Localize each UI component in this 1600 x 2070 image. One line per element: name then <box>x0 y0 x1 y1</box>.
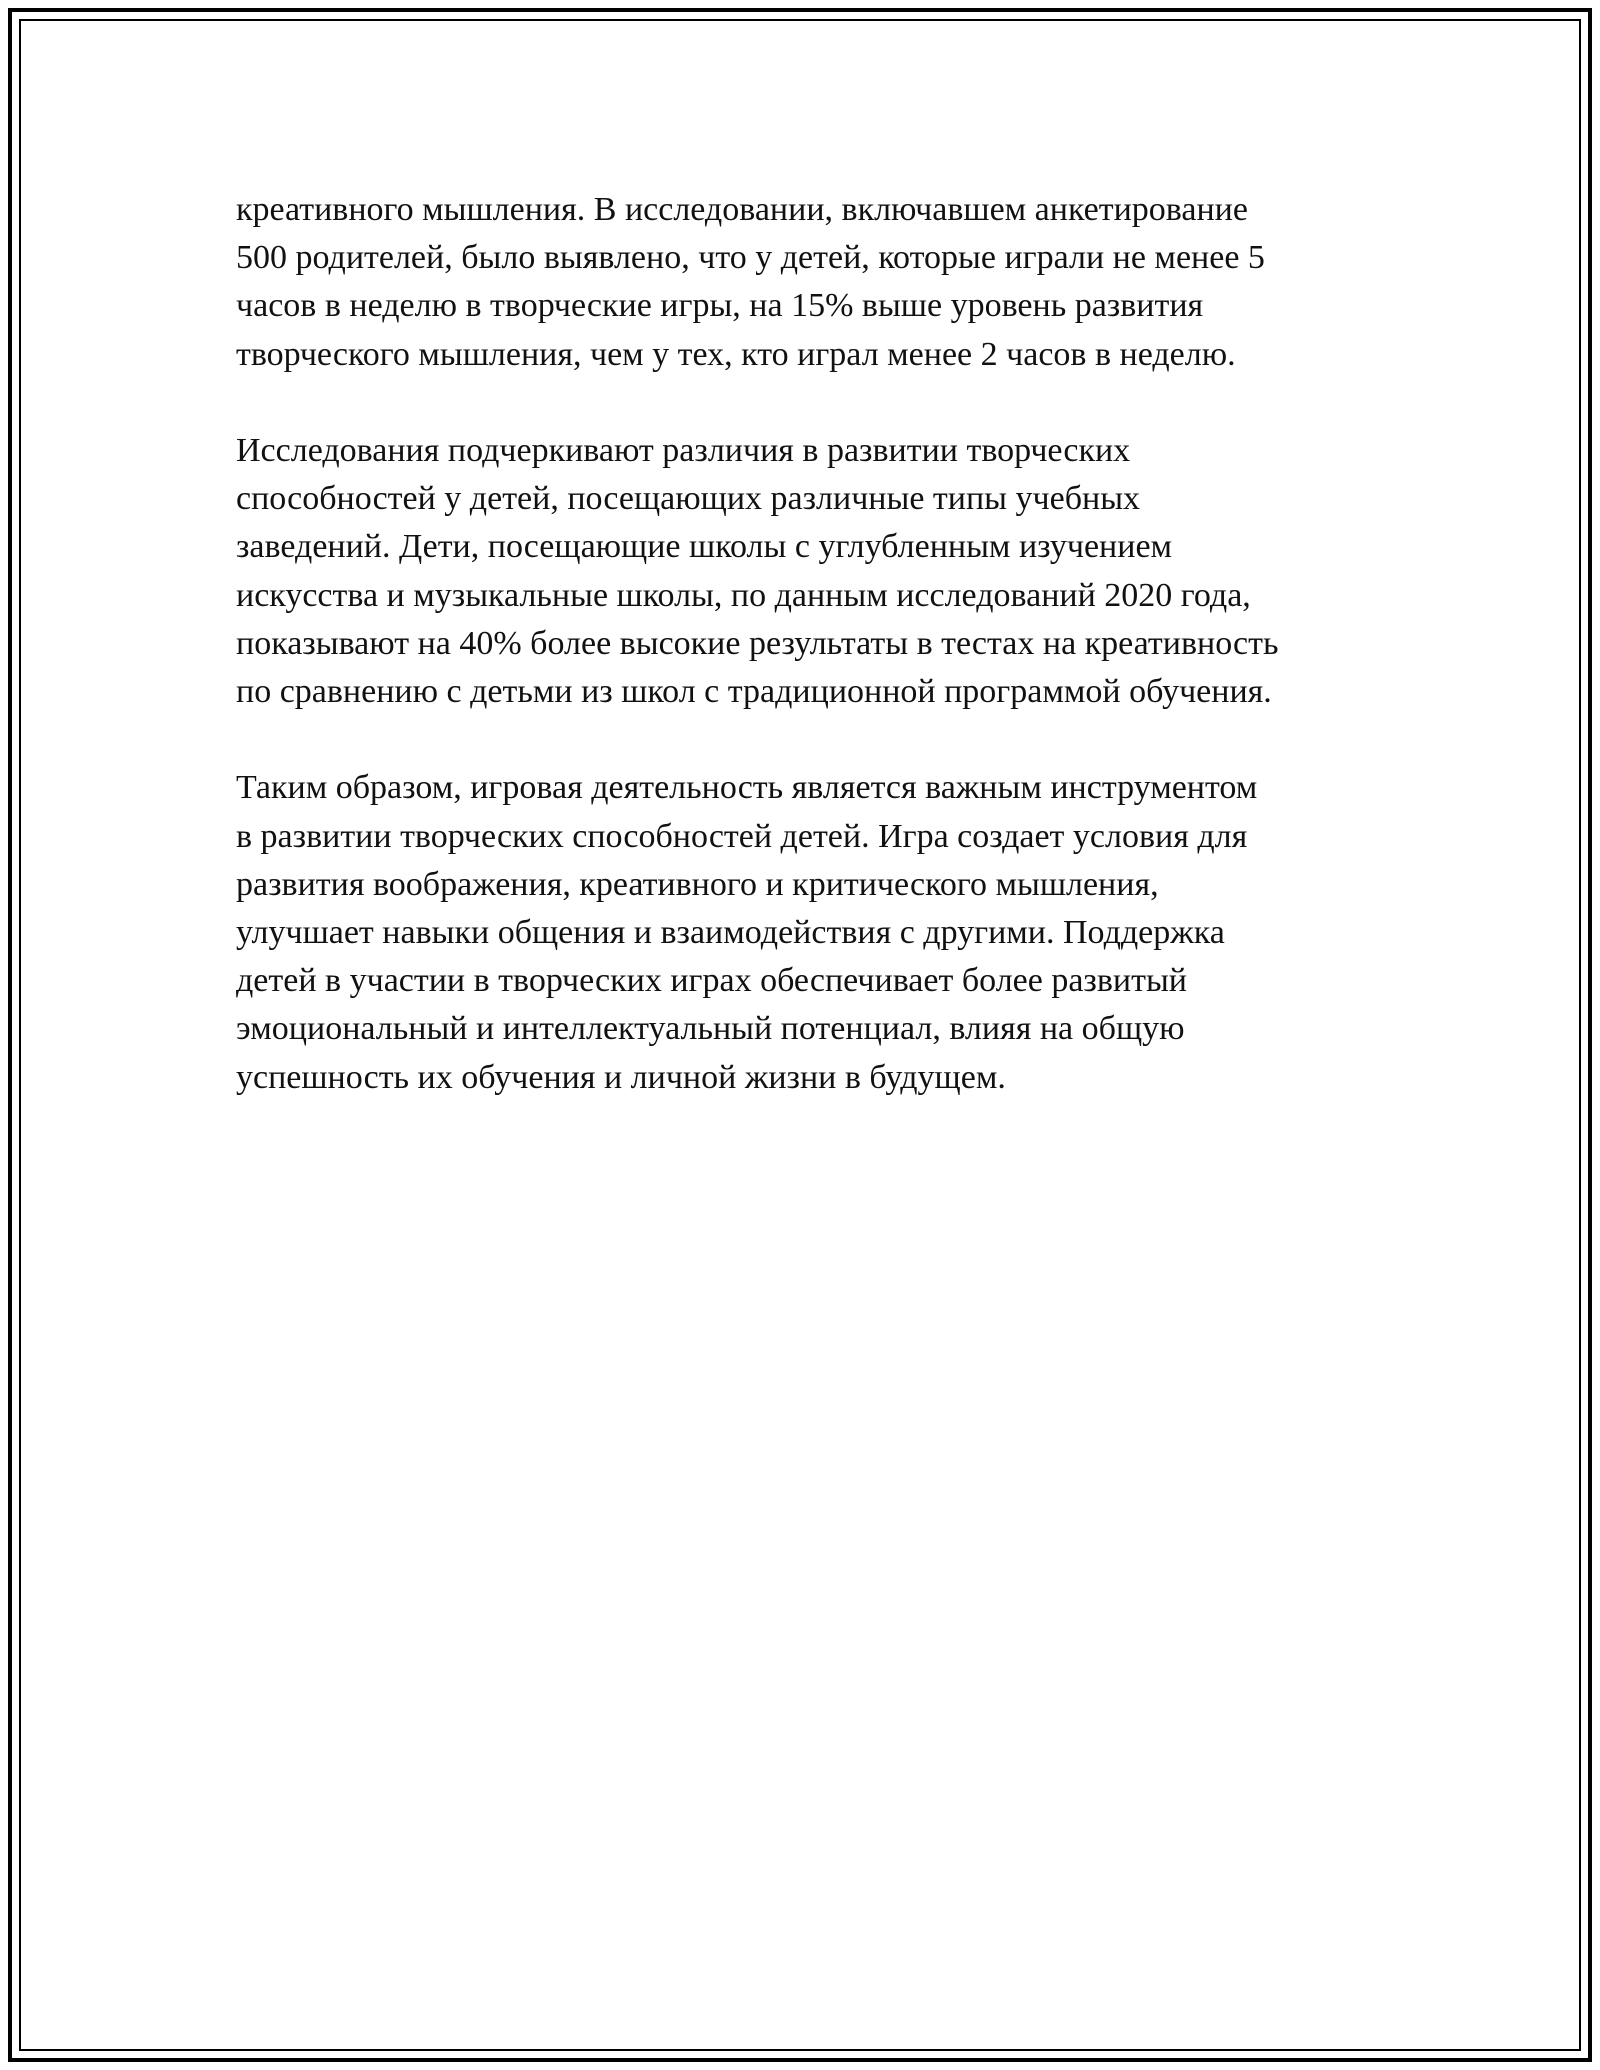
paragraph-3 <box>236 764 1386 1101</box>
text-line: развития воображения, креативного и критического мышления, <box>236 865 1159 903</box>
paragraph-2 <box>236 427 1386 716</box>
text-line: по сравнению с детьми из школ с традиционной программой обучения. <box>236 673 1272 711</box>
text-line: творческого мышления, чем у тех, кто играл менее 2 часов в неделю. <box>236 335 1236 373</box>
text-line: Исследования подчеркивают различия в развитии творческих <box>236 432 1131 469</box>
document-body <box>236 186 1386 1150</box>
text-line: способностей у детей, посещающих различные типы учебных <box>236 480 1141 518</box>
text-line: в развитии творческих способностей детей. Игра создает условия для <box>236 817 1248 855</box>
text-line: успешность их обучения и личной жизни в будущем. <box>236 1058 1006 1096</box>
text-line: детей в участии в творческих играх обеспечивает более развитый <box>236 962 1188 1000</box>
text-line: улучшает навыки общения и взаимодействия с другими. Поддержка <box>236 914 1225 952</box>
text-line: Таким образом, игровая деятельность является важным инструментом <box>236 769 1258 807</box>
text-line: часов в неделю в творческие игры, на 15% выше уровень развития <box>236 287 1204 325</box>
text-line: эмоциональный и интеллектуальный потенциал, влияя на общую <box>236 1010 1185 1048</box>
text-line: заведений. Дети, посещающие школы с углубленным изучением <box>236 528 1173 566</box>
text-line: искусства и музыкальные школы, по данным исследований 2020 года, <box>236 576 1251 614</box>
text-line: 500 родителей, было выявлено, что у детей, которые играли не менее 5 <box>236 239 1265 277</box>
text-line: показывают на 40% более высокие результаты в тестах на креативность <box>236 624 1279 662</box>
paragraph-1 <box>236 186 1386 379</box>
text-line: креативного мышления. В исследовании, включавшем анкетирование <box>236 191 1248 228</box>
